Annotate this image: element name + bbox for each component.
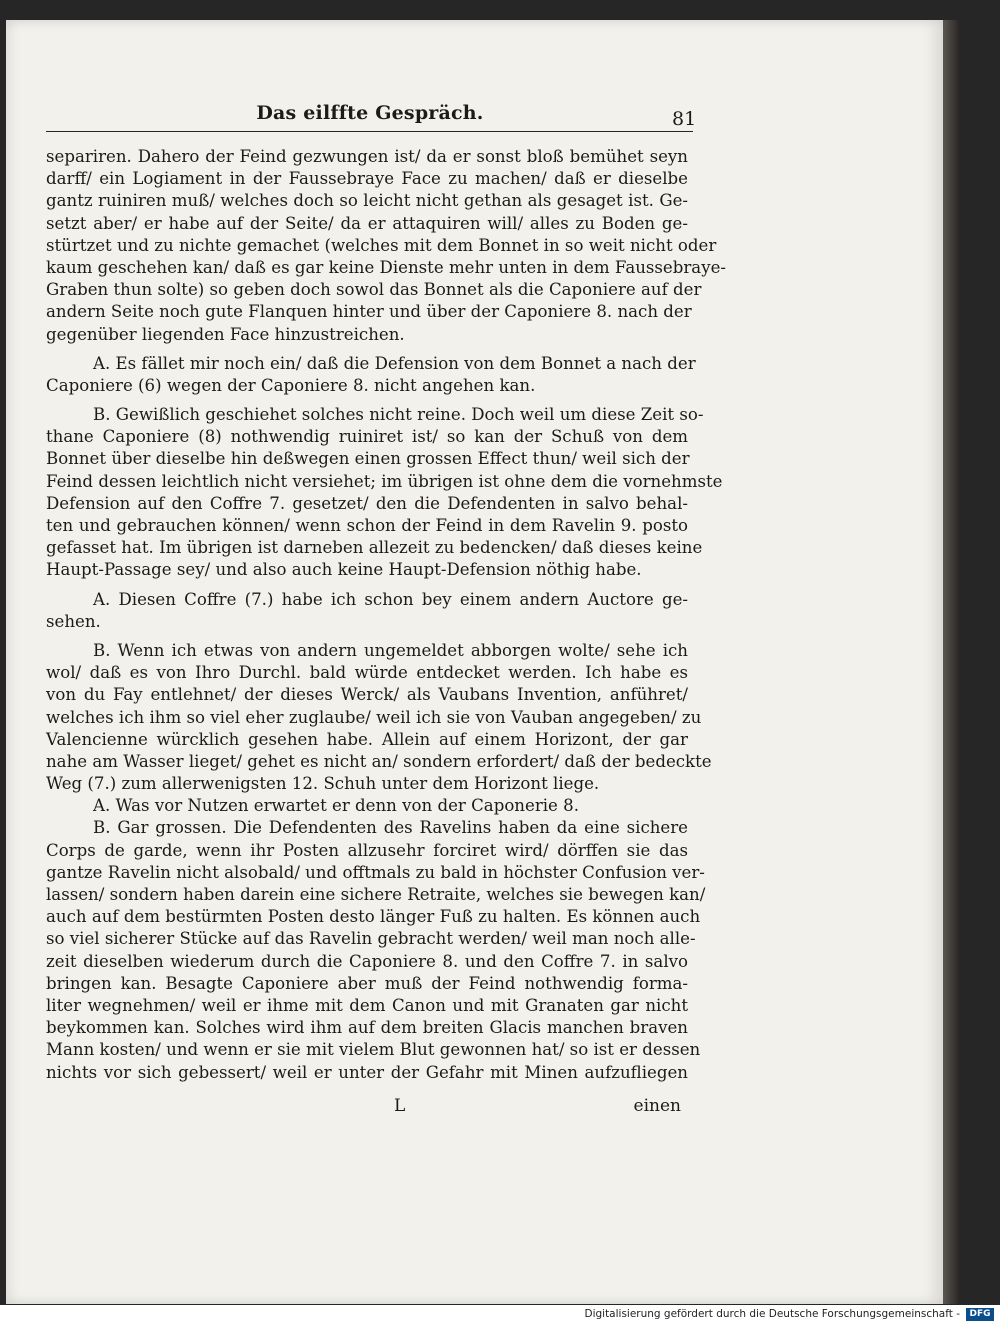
text-line: separiren. Dahero der Feind gezwungen ist/ da er sonst bloß bemühet seyn	[46, 147, 688, 166]
text-line: A. Es fället mir noch ein/ daß die Defension von dem Bonnet a nach der	[93, 353, 696, 373]
credit-bar	[0, 1305, 1000, 1324]
text-line: setzt aber/ er habe auf der Seite/ da er attaquiren will/ alles zu Boden ge-	[46, 213, 688, 233]
text-line: nahe am Wasser lieget/ gehet es nicht an/ sondern erfordert/ daß der bedeckte	[46, 751, 712, 771]
page-number: 81	[672, 108, 697, 130]
text-line: welches ich ihm so viel eher zuglaube/ weil ich sie von Vauban angegeben/ zu	[46, 707, 702, 727]
text-line: darff/ ein Logiament in der Faussebraye Face zu machen/ daß er dieselbe	[46, 169, 688, 189]
text-line: Weg (7.) zum allerwenigsten 12. Schuh unter dem Horizont liege.	[46, 774, 600, 794]
text-line: Valencienne würcklich gesehen habe. Allein auf einem Horizont, der gar	[46, 729, 688, 749]
text-line: lassen/ sondern haben darein eine sichere Retraite, welches sie bewegen kan/	[46, 885, 706, 904]
text-line: gegenüber liegenden Face hinzustreichen.	[46, 324, 405, 344]
page-edge	[943, 20, 959, 1304]
text-line: andern Seite noch gute Flanquen hinter und über der Caponiere 8. nach der	[46, 302, 692, 322]
text-line: Bonnet über dieselbe hin deßwegen einen grossen Effect thun/ weil sich der	[46, 449, 690, 469]
text-line: Caponiere (6) wegen der Caponiere 8. nicht angehen kan.	[46, 375, 536, 395]
text-line: ten und gebrauchen können/ wenn schon der Feind in dem Ravelin 9. posto	[46, 516, 688, 535]
text-line: auch auf dem bestürmten Posten desto länger Fuß zu halten. Es können auch	[46, 907, 701, 927]
text-line: zeit dieselben wiederum durch die Caponiere 8. und den Coffre 7. in salvo	[46, 951, 688, 971]
text-line: Mann kosten/ und wenn er sie mit vielem Blut gewonnen hat/ so ist er dessen	[46, 1040, 701, 1060]
text-line: B. Gar grossen. Die Defendenten des Ravelins haben da eine sichere	[93, 818, 688, 838]
running-head: Das eilffte Gespräch.	[256, 102, 484, 124]
text-line: A. Diesen Coffre (7.) habe ich schon bey einem andern Auctore ge-	[93, 589, 688, 609]
catchword: einen	[633, 1096, 681, 1116]
text-line: wol/ daß es von Ihro Durchl. bald würde entdecket werden. Ich habe es	[46, 663, 688, 683]
text-line: Graben thun solte) so geben doch sowol das Bonnet als die Caponiere auf der	[46, 280, 702, 300]
page-footer	[46, 1096, 681, 1120]
text-line: B. Gewißlich geschiehet solches nicht reine. Doch weil um diese Zeit so-	[93, 405, 704, 425]
text-line: Defension auf den Coffre 7. gesetzet/ den die Defendenten in salvo behal-	[46, 493, 688, 513]
text-line: beykommen kan. Solches wird ihm auf dem breiten Glacis manchen braven	[46, 1018, 688, 1038]
text-line: thane Caponiere (8) nothwendig ruiniret ist/ so kan der Schuß von dem	[46, 427, 688, 447]
text-line: Haupt-Passage sey/ und also auch keine Haupt-Defension nöthig habe.	[46, 560, 642, 580]
text-line: Feind dessen leichtlich nicht versiehet; im übrigen ist ohne dem die vornehmste	[46, 471, 723, 491]
text-line: bringen kan. Besagte Caponiere aber muß der Feind nothwendig forma-	[46, 973, 688, 993]
text-line: stürtzet und zu nichte gemachet (welches mit dem Bonnet in so weit nicht oder	[46, 235, 717, 255]
text-line: kaum geschehen kan/ daß es gar keine Dienste mehr unten in dem Faussebraye-	[46, 257, 727, 277]
text-line: Corps de garde, wenn ihr Posten allzusehr forciret wird/ dörffen sie das	[46, 840, 688, 860]
text-line: gantz ruiniren muß/ welches doch so leicht nicht gethan als gesaget ist. Ge-	[46, 191, 688, 211]
text-line: so viel sicherer Stücke auf das Ravelin gebracht werden/ weil man noch alle-	[46, 929, 696, 949]
header-rule	[46, 131, 693, 132]
text-line: nichts vor sich gebessert/ weil er unter der Gefahr mit Minen aufzufliegen	[46, 1062, 688, 1082]
text-line: A. Was vor Nutzen erwartet er denn von der Caponerie 8.	[93, 796, 579, 816]
text-line: gefasset hat. Im übrigen ist darneben allezeit zu bedencken/ daß dieses keine	[46, 538, 703, 558]
signature-mark: L	[394, 1096, 406, 1116]
credit-text: Digitalisierung gefördert durch die Deutsche Forschungsgemeinschaft -	[584, 1308, 960, 1320]
dfg-logo: DFG	[966, 1308, 994, 1321]
text-line: gantze Ravelin nicht alsobald/ und offtmals zu bald in höchster Confusion ver-	[46, 862, 705, 882]
text-line: sehen.	[46, 611, 101, 631]
body-text	[46, 146, 727, 1084]
text-line: B. Wenn ich etwas von andern ungemeldet abborgen wolte/ sehe ich	[93, 640, 688, 660]
text-line: von du Fay entlehnet/ der dieses Werck/ als Vaubans Invention, anführet/	[46, 685, 688, 705]
text-line: liter wegnehmen/ weil er ihme mit dem Canon und mit Granaten gar nicht	[46, 995, 688, 1015]
